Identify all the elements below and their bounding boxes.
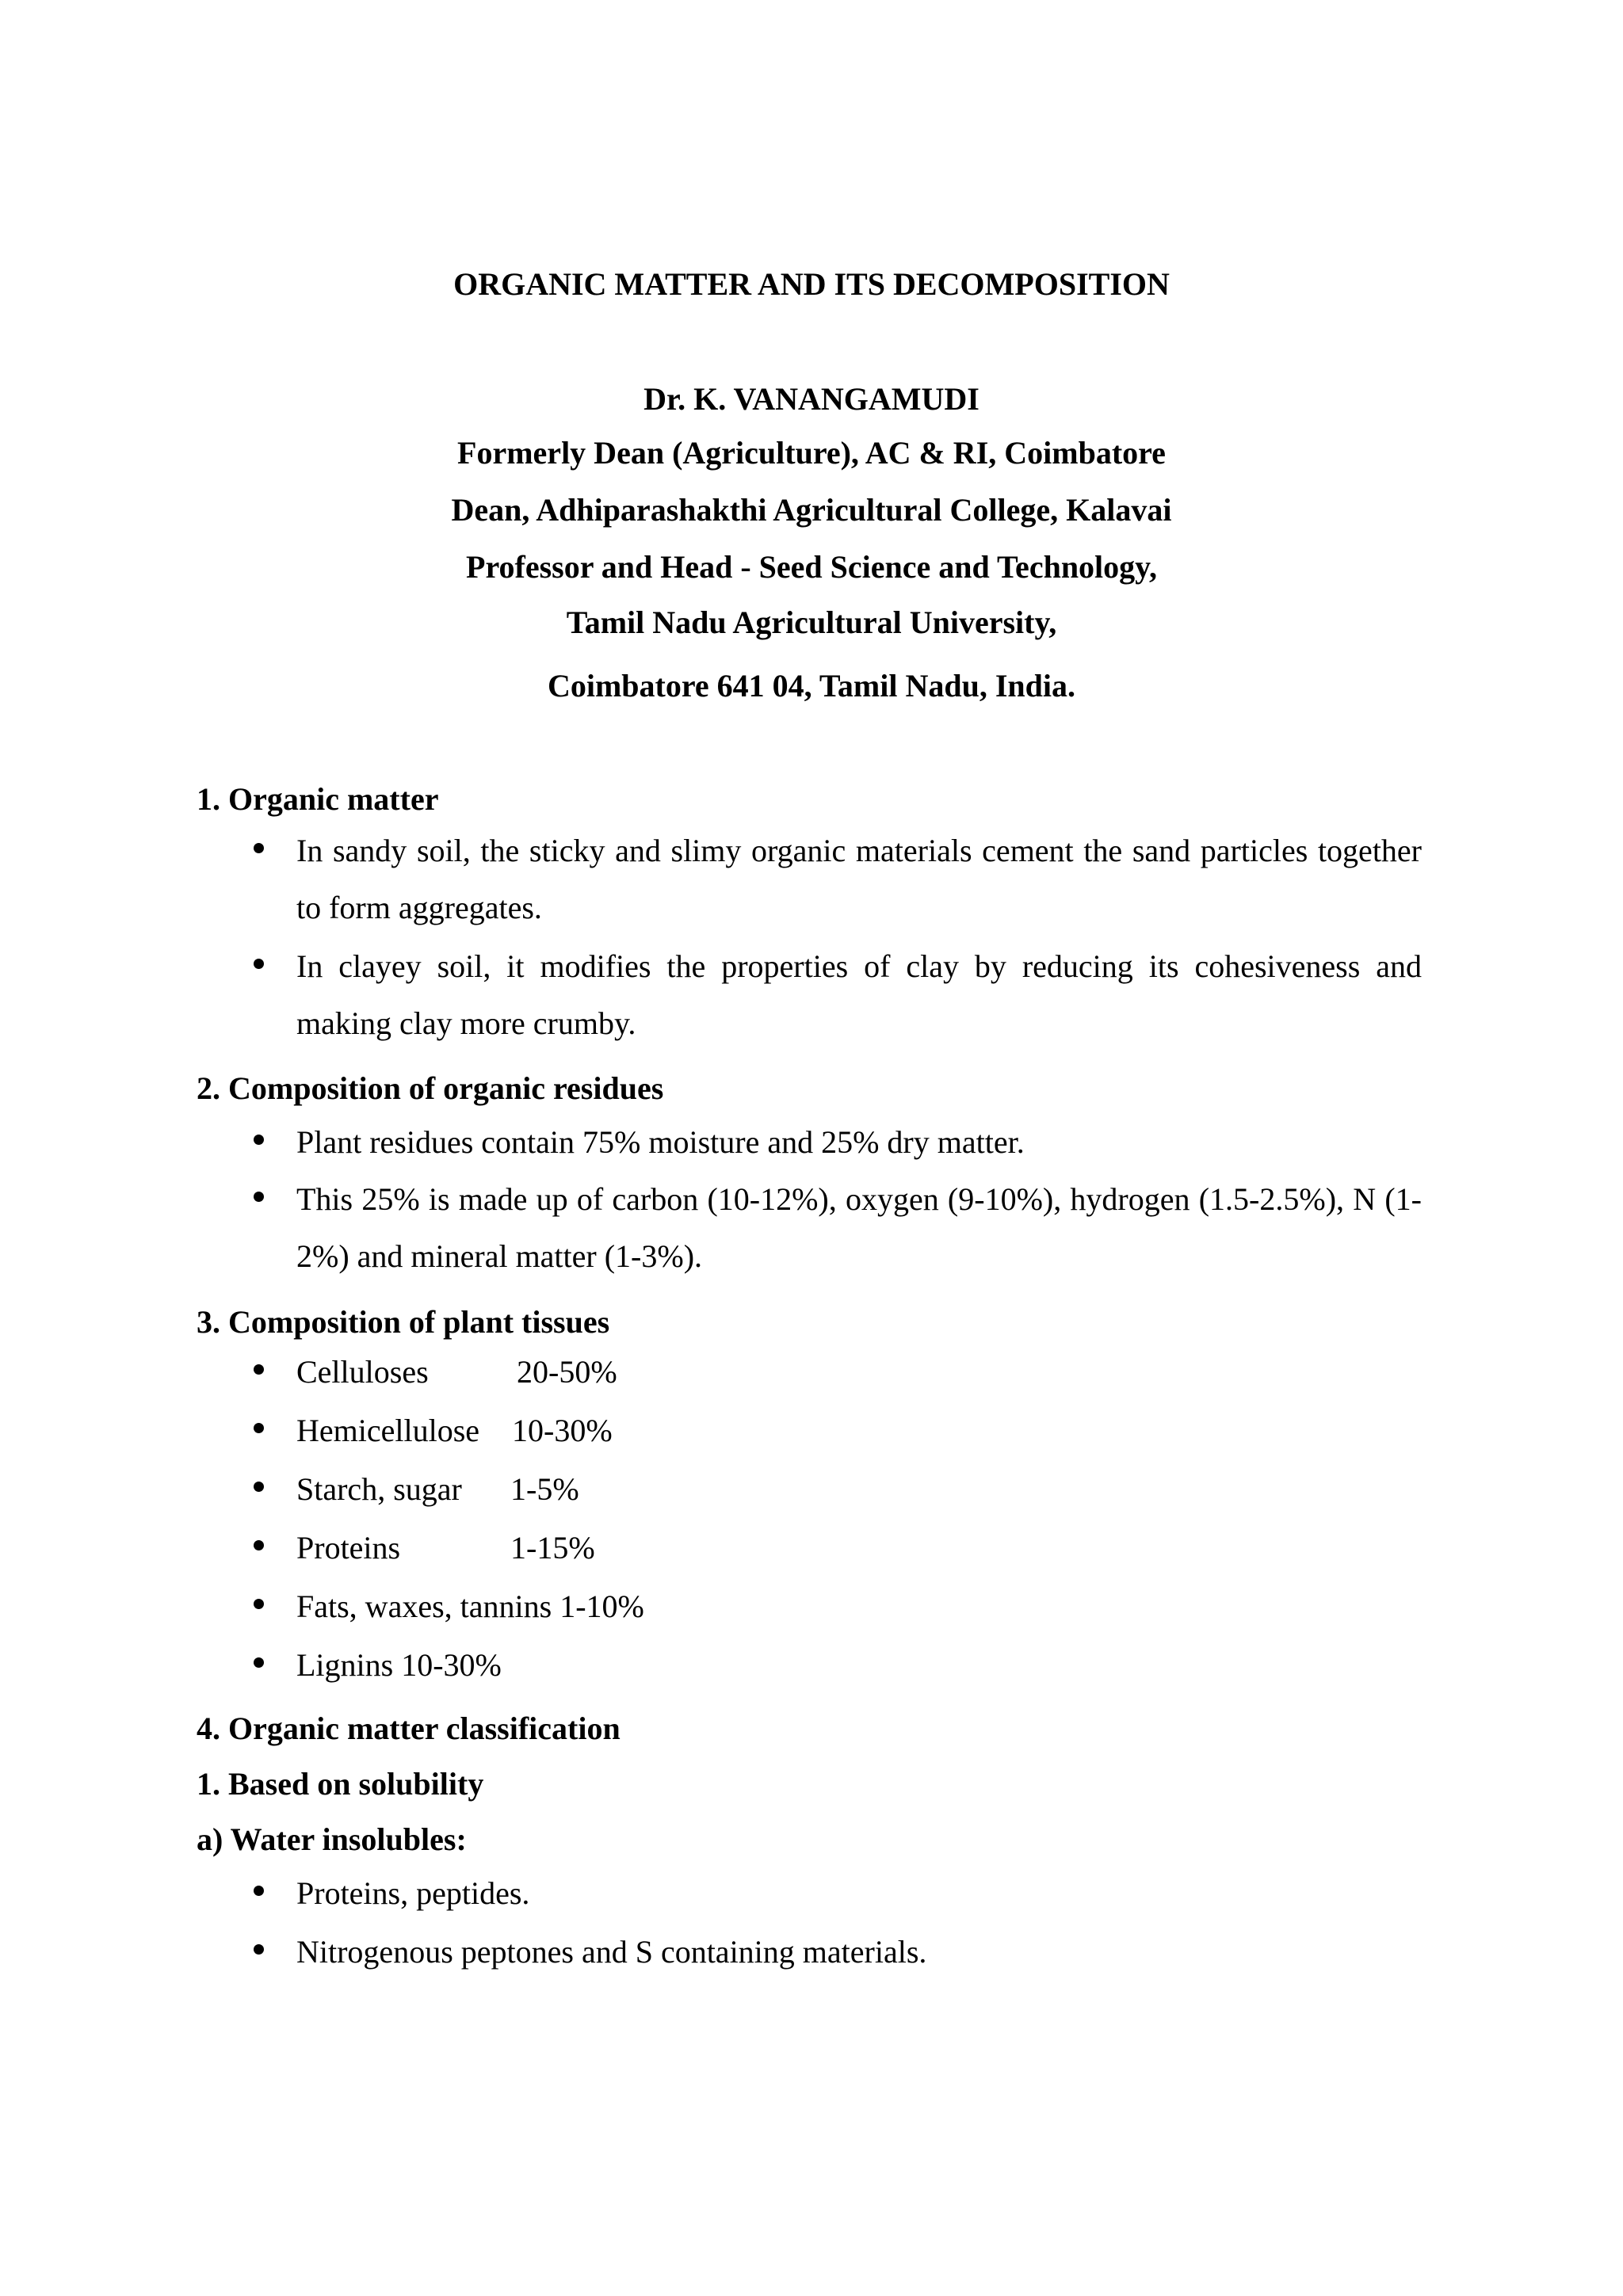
bullet-icon — [250, 1192, 266, 1207]
section-heading: 1. Organic matter — [197, 781, 439, 817]
tissue-value: 1-5% — [510, 1471, 579, 1507]
tissue-name: Proteins — [296, 1530, 401, 1566]
bullet-text: Nitrogenous peptones and S containing materials. — [296, 1934, 927, 1970]
bullet-text: In clayey soil, it modifies the properties of clay by reducing its cohesiveness and — [296, 948, 1422, 984]
author-affiliation-line: Coimbatore 641 04, Tamil Nadu, India. — [547, 668, 1076, 704]
bullet-text-continuation: making clay more crumby. — [296, 1005, 636, 1041]
tissue-name: Fats, waxes, tannins 1-10% — [296, 1589, 644, 1624]
bullet-icon — [250, 1599, 266, 1615]
bullet-icon — [250, 1364, 266, 1380]
tissue-name: Celluloses — [296, 1354, 429, 1390]
tissue-name: Hemicellulose — [296, 1413, 480, 1448]
bullet-icon — [250, 843, 266, 859]
section-heading: 2. Composition of organic residues — [197, 1070, 664, 1106]
bullet-text: Proteins, peptides. — [296, 1875, 530, 1911]
author-affiliation-line: Tamil Nadu Agricultural University, — [566, 605, 1057, 640]
author-affiliation-line: Professor and Head - Seed Science and Technology, — [466, 549, 1157, 585]
tissue-value: 10-30% — [512, 1413, 613, 1448]
bullet-text: In sandy soil, the sticky and slimy organic materials cement the sand particles together — [296, 833, 1422, 868]
tissue-name: Starch, sugar — [296, 1471, 462, 1507]
tissue-value: 1-15% — [510, 1530, 595, 1566]
bullet-text: This 25% is made up of carbon (10-12%), oxygen (9-10%), hydrogen (1.5-2.5%), N (1- — [296, 1181, 1422, 1217]
bullet-icon — [250, 1423, 266, 1439]
document-title: ORGANIC MATTER AND ITS DECOMPOSITION — [453, 266, 1170, 302]
bullet-icon — [250, 1657, 266, 1673]
subsection-heading: a) Water insolubles: — [197, 1821, 467, 1857]
bullet-text-continuation: to form aggregates. — [296, 890, 542, 925]
section-heading: 4. Organic matter classification — [197, 1711, 621, 1746]
bullet-text: Plant residues contain 75% moisture and 25% dry matter. — [296, 1124, 1025, 1160]
bullet-icon — [250, 959, 266, 974]
bullet-icon — [250, 1482, 266, 1497]
author-name: Dr. K. VANANGAMUDI — [643, 381, 980, 417]
tissue-name: Lignins 10-30% — [296, 1647, 502, 1683]
tissue-value: 20-50% — [517, 1354, 617, 1390]
bullet-icon — [250, 1886, 266, 1901]
section-heading: 3. Composition of plant tissues — [197, 1304, 610, 1340]
bullet-icon — [250, 1540, 266, 1556]
bullet-text-continuation: 2%) and mineral matter (1-3%). — [296, 1238, 703, 1274]
subsection-heading: 1. Based on solubility — [197, 1766, 484, 1802]
author-affiliation-line: Formerly Dean (Agriculture), AC & RI, Coimbatore — [457, 435, 1166, 471]
bullet-icon — [250, 1944, 266, 1960]
author-affiliation-line: Dean, Adhiparashakthi Agricultural College, Kalavai — [451, 492, 1172, 528]
bullet-icon — [250, 1135, 266, 1150]
